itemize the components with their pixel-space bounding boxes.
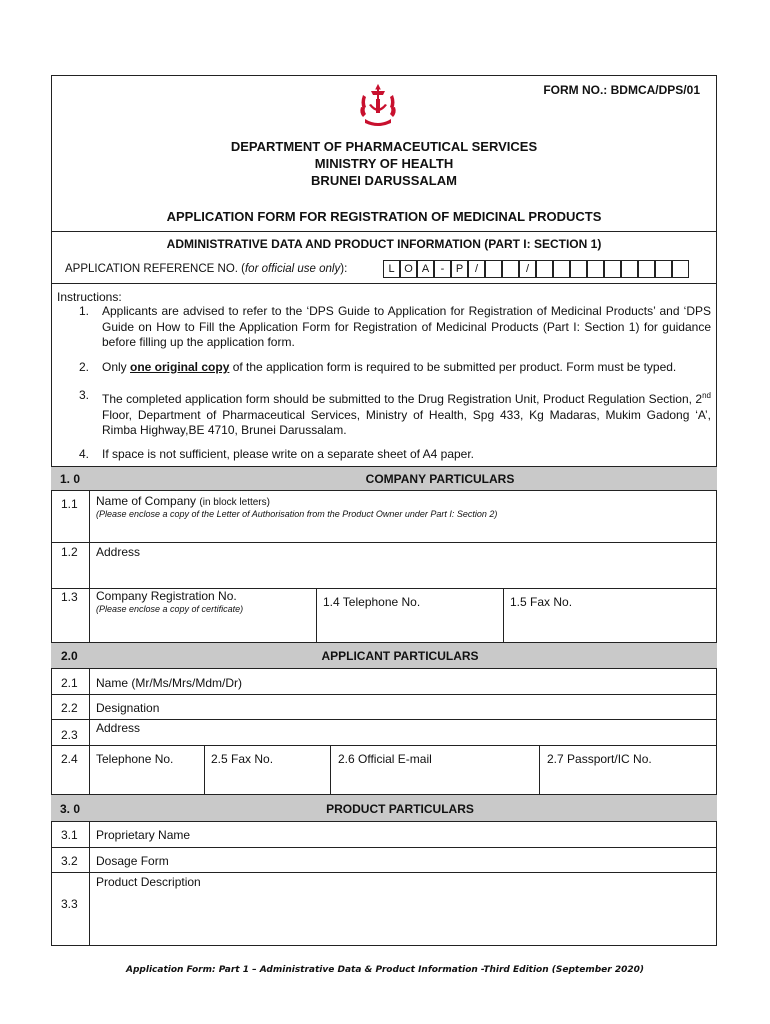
country-name: BRUNEI DARUSSALAM <box>311 173 457 188</box>
company-name-note: (Please enclose a copy of the Letter of Authorisation from the Product Owner under Part I: Section 2) <box>96 509 498 519</box>
divider <box>51 872 717 873</box>
registration-note: (Please enclose a copy of certificate) <box>96 604 244 614</box>
page-footer: Application Form: Part 1 – Administrative Data & Product Information -Third Edition (September 2020) <box>126 965 644 975</box>
divider <box>51 283 717 284</box>
reference-box[interactable] <box>604 260 621 278</box>
reference-box[interactable]: A <box>417 260 434 278</box>
reference-box[interactable] <box>553 260 570 278</box>
divider <box>89 491 90 642</box>
telephone-field[interactable]: 1.4 Telephone No. <box>323 595 421 609</box>
section-number: 2.0 <box>61 649 78 663</box>
form-title: APPLICATION FORM FOR REGISTRATION OF MEDICINAL PRODUCTS <box>166 209 602 224</box>
field-number: 1.2 <box>61 545 78 559</box>
reference-box[interactable]: / <box>519 260 536 278</box>
section-number: 1. 0 <box>60 472 81 486</box>
field-number: 2.2 <box>61 701 78 715</box>
section-title: COMPANY PARTICULARS <box>365 472 515 486</box>
divider <box>51 542 717 543</box>
divider <box>89 669 90 794</box>
reference-box[interactable] <box>672 260 689 278</box>
field-number: 1.1 <box>61 497 78 511</box>
fax-field[interactable]: 1.5 Fax No. <box>510 595 573 609</box>
instruction-item: 3. The completed application form should be submitted to the Drug Registration Unit, Product Regulation Section, 2nd Floor, Department of Pharmaceutical Services, Ministry of Health, Spg 433, Kg Madaras, Mukim Gadong ‘A’, Rimba Highway,BE 4710, Brunei Darussalam. <box>79 388 711 437</box>
reference-box[interactable] <box>621 260 638 278</box>
ministry-name: MINISTRY OF HEALTH <box>314 156 454 171</box>
divider <box>51 719 717 720</box>
field-number: 3.3 <box>61 897 78 911</box>
divider <box>51 231 717 232</box>
reference-label: APPLICATION REFERENCE NO. (for official use only): <box>65 263 348 275</box>
applicant-address-field[interactable]: Address <box>96 721 141 735</box>
reference-box[interactable] <box>485 260 502 278</box>
reference-box[interactable] <box>587 260 604 278</box>
reference-box[interactable] <box>570 260 587 278</box>
instruction-item: 4. If space is not sufficient, please write on a separate sheet of A4 paper. <box>79 447 475 461</box>
reference-box[interactable] <box>502 260 519 278</box>
divider <box>204 745 205 794</box>
proprietary-name-field[interactable]: Proprietary Name <box>96 828 191 842</box>
section-title: PRODUCT PARTICULARS <box>326 802 474 816</box>
section-title: APPLICANT PARTICULARS <box>321 649 479 663</box>
reference-box[interactable]: P <box>451 260 468 278</box>
reference-box[interactable]: / <box>468 260 485 278</box>
official-email-field[interactable]: 2.6 Official E-mail <box>338 752 432 766</box>
company-address-field[interactable]: Address <box>96 545 141 559</box>
field-number: 1.3 <box>61 590 78 604</box>
field-number: 3.2 <box>61 854 78 868</box>
form-number: FORM NO.: BDMCA/DPS/01 <box>543 83 700 97</box>
form-subtitle: ADMINISTRATIVE DATA AND PRODUCT INFORMATION (PART I: SECTION 1) <box>166 237 602 251</box>
reference-box[interactable] <box>638 260 655 278</box>
reference-box[interactable] <box>536 260 553 278</box>
applicant-telephone-field[interactable]: Telephone No. <box>96 752 174 766</box>
divider <box>51 847 717 848</box>
company-registration-field[interactable]: Company Registration No. <box>96 589 237 603</box>
passport-ic-field[interactable]: 2.7 Passport/IC No. <box>547 752 652 766</box>
divider <box>51 694 717 695</box>
divider <box>51 745 717 746</box>
divider <box>503 588 504 642</box>
instruction-item: 1. Applicants are advised to refer to the ‘DPS Guide to Application for Registration of Medicinal Products’ and ‘DPS Guide on How to Fill the Application Form for Registration of Medicinal Products (Part I: Section 1) for guidance before filling up the application form. <box>79 304 711 349</box>
designation-field[interactable]: Designation <box>96 701 160 715</box>
divider <box>330 745 331 794</box>
field-number: 2.1 <box>61 676 78 690</box>
reference-box[interactable]: - <box>434 260 451 278</box>
department-header <box>51 138 717 189</box>
company-name-field[interactable]: Name of Company (in block letters) <box>96 494 270 508</box>
reference-box[interactable]: O <box>400 260 417 278</box>
dosage-form-field[interactable]: Dosage Form <box>96 854 169 868</box>
reference-box[interactable] <box>655 260 672 278</box>
applicant-fax-field[interactable]: 2.5 Fax No. <box>211 752 274 766</box>
field-number: 2.3 <box>61 728 78 742</box>
product-description-field[interactable]: Product Description <box>96 875 201 889</box>
reference-box[interactable]: L <box>383 260 400 278</box>
brunei-crest-emblem <box>357 83 399 129</box>
divider <box>316 588 317 642</box>
instruction-item: 2. Only one original copy of the application form is required to be submitted per product. Form must be typed. <box>79 360 677 374</box>
field-number: 2.4 <box>61 752 78 766</box>
department-name: DEPARTMENT OF PHARMACEUTICAL SERVICES <box>230 139 538 154</box>
divider <box>89 822 90 946</box>
applicant-name-field[interactable]: Name (Mr/Ms/Mrs/Mdm/Dr) <box>96 676 242 690</box>
field-number: 3.1 <box>61 828 78 842</box>
instructions-heading: Instructions: <box>57 290 122 304</box>
divider <box>539 745 540 794</box>
section-number: 3. 0 <box>60 802 81 816</box>
